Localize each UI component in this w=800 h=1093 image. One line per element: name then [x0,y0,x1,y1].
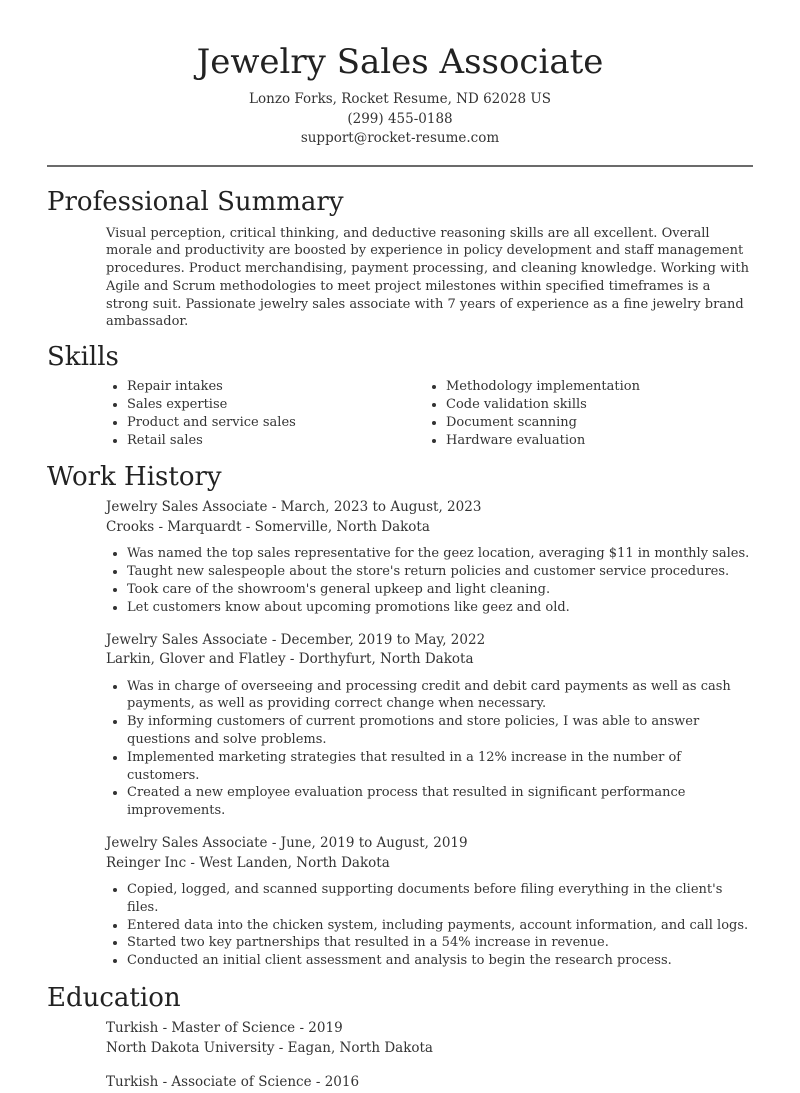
job-bullet: • Was named the top sales representative for the geez location, averaging $11 in monthly sales. [127,545,753,563]
job-bullet: • Conducted an initial client assessment and analysis to begin the research process. [127,952,753,970]
job-entry [106,498,753,616]
summary-text: Visual perception, critical thinking, and deductive reasoning skills are all excellent. Overall morale and productivity are boosted by experience in policy development and staff management procedures. Product merchandising, payment processing, and cleaning knowledge. Working with Agile and Scrum methodologies to meet project milestones within specified timeframes is a strong suit. Passionate jewelry sales associate with 7 years of experience as a fine jewelry brand ambassador. [106,225,749,330]
job-entry [106,834,753,970]
job-company-line: Reinger Inc - West Landen, North Dakota [106,854,390,871]
skill-item: • Methodology implementation [446,378,744,396]
contact-block [0,90,800,149]
skills-list [106,378,800,449]
contact-address: Lonzo Forks, Rocket Resume, ND 62028 US [249,91,551,107]
job-bullet: • Created a new employee evaluation process that resulted in significant performance improvements. [127,784,753,820]
skill-item: • Document scanning [446,414,744,432]
education-degree-line: Turkish - Associate of Science - 2016 [106,1074,360,1091]
skill-item: • Sales expertise [127,396,425,414]
resume-title: Jewelry Sales Associate [196,42,604,82]
job-company-line: Crooks - Marquardt - Somerville, North Dakota [106,518,430,535]
education-degree-line: Turkish - Master of Science - 2019 [106,1020,343,1037]
skills-column-left [106,378,425,449]
education-entry [106,1019,800,1058]
education-heading: Education [47,983,181,1014]
skills-section [0,340,800,449]
skill-item: • Retail sales [127,432,425,450]
contact-phone: (299) 455-0188 [347,110,453,127]
education-school-line: North Dakota University - Eagan, North Dakota [106,1039,433,1056]
job-company-line: Larkin, Glover and Flatley - Dorthyfurt, North Dakota [106,651,474,668]
job-title-line: Jewelry Sales Associate - June, 2019 to August, 2019 [106,835,468,852]
skill-item: • Product and service sales [127,414,425,432]
education-section [0,981,800,1093]
contact-email: support@rocket-resume.com [300,130,500,146]
skills-column-right [425,378,744,449]
work-history-heading: Work History [47,462,222,493]
job-bullets [106,678,753,820]
job-entry [106,631,753,820]
education-entry [106,1073,800,1093]
skill-item: • Repair intakes [127,378,425,396]
job-bullet: • By informing customers of current promotions and store policies, I was able to answer questions and solve problems. [127,713,753,749]
job-bullet: • Taught new salespeople about the store's return policies and customer service procedures. [127,563,753,581]
work-history-section [0,460,800,970]
summary-section [0,185,800,332]
job-bullet: • Was in charge of overseeing and processing credit and debit card payments as well as cash payments, as well as providing correct change when necessary. [127,678,753,714]
header-divider [47,165,753,167]
summary-heading: Professional Summary [47,186,344,217]
job-title-line: Jewelry Sales Associate - December, 2019 to May, 2022 [106,631,486,648]
skills-heading: Skills [47,342,119,373]
job-title-line: Jewelry Sales Associate - March, 2023 to August, 2023 [106,499,482,516]
job-bullets [106,881,753,970]
resume-header [0,0,800,149]
job-bullet: • Took care of the showroom's general upkeep and light cleaning. [127,581,753,599]
job-bullet: • Let customers know about upcoming promotions like geez and old. [127,599,753,617]
skill-item: • Hardware evaluation [446,432,744,450]
job-bullet: • Started two key partnerships that resulted in a 54% increase in revenue. [127,934,753,952]
job-bullet: • Copied, logged, and scanned supporting documents before filing everything in the client's files. [127,881,753,917]
job-bullet: • Implemented marketing strategies that resulted in a 12% increase in the number of customers. [127,749,753,785]
skill-item: • Code validation skills [446,396,744,414]
job-bullets [106,545,753,616]
job-bullet: • Entered data into the chicken system, including payments, account information, and call logs. [127,917,753,935]
